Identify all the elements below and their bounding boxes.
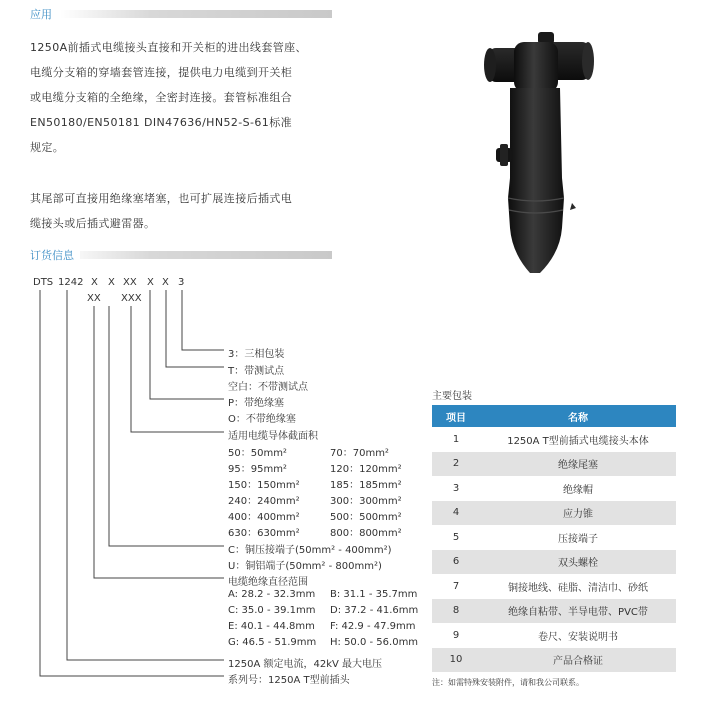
- text-line: EN50180/EN50181 DIN47636/HN52-S-61标准: [30, 116, 293, 129]
- item-name: 压接端子: [558, 533, 598, 545]
- cross-section-item: 50：50mm²: [228, 448, 287, 459]
- code-subpart: XX: [87, 293, 101, 304]
- cross-section-item: 800：800mm²: [330, 528, 402, 539]
- text-line: 电缆分支箱的穿墙套管连接，提供电力电缆到开关柜: [30, 66, 293, 79]
- item-number: 1: [452, 433, 460, 445]
- parts-note: 注：如需特殊安装附件，请和我公司联系。: [432, 678, 584, 687]
- cross-section-item: 120：120mm²: [330, 464, 402, 475]
- item-name: 应力锥: [480, 501, 676, 526]
- item-number: 2: [432, 452, 480, 477]
- item-name: 绝缘帽: [563, 484, 593, 496]
- code-part: X: [162, 277, 169, 288]
- table-row: [432, 623, 676, 648]
- item-number: 5: [452, 531, 460, 543]
- item-name: 铜接地线、硅脂、清洁巾、砂纸: [508, 582, 648, 594]
- table-row: [432, 550, 676, 575]
- section-title-application: 应用: [30, 6, 58, 22]
- cross-section-item: 500：500mm²: [330, 512, 402, 523]
- table-row: [432, 574, 676, 599]
- table-row: [432, 648, 676, 673]
- cross-section-item: 630：630mm²: [228, 528, 300, 539]
- section-title-ordering: 订货信息: [30, 247, 80, 263]
- cross-section-item: 240：240mm²: [228, 496, 300, 507]
- diameter-item: C: 35.0 - 39.1mm: [228, 605, 316, 616]
- code-part: 1242: [58, 277, 84, 288]
- text-line: 或电缆分支箱的全绝缘，全密封连接。套管标准组合: [30, 91, 293, 104]
- legend-diameter-title: 电缆绝缘直径范围: [228, 577, 308, 588]
- legend-package: 3：三相包装: [228, 349, 285, 360]
- code-subpart: XXX: [121, 293, 142, 304]
- code-part: 3: [178, 277, 185, 288]
- legend-cross-section-title: 适用电缆导体截面积: [228, 431, 318, 442]
- item-number: 4: [432, 501, 480, 526]
- column-header-name: 名称: [480, 405, 676, 427]
- item-number: 7: [452, 580, 460, 592]
- text-line: 规定。: [30, 141, 65, 154]
- diameter-item: G: 46.5 - 51.9mm: [228, 637, 317, 648]
- table-row: [432, 525, 676, 550]
- code-part: DTS: [33, 277, 54, 288]
- t-connector-product-image: [480, 28, 595, 278]
- item-name: 绝缘尾塞: [480, 452, 676, 477]
- legend-no-test-point: 空白：不带测试点: [228, 382, 308, 393]
- table-row: [432, 427, 676, 452]
- legend-series: 系列号：1250A T型前插头: [228, 675, 350, 686]
- item-name: 绝缘自粘带、半导电带、PVC带: [480, 599, 676, 624]
- diameter-item: H: 50.0 - 56.0mm: [330, 637, 419, 648]
- code-part: XX: [123, 277, 137, 288]
- item-name: 双头螺栓: [480, 550, 676, 575]
- table-row: [432, 452, 676, 477]
- code-part: X: [91, 277, 98, 288]
- diameter-item: A: 28.2 - 32.3mm: [228, 589, 316, 600]
- legend-test-point: T：带测试点: [228, 366, 285, 377]
- cross-section-item: 185：185mm²: [330, 480, 402, 491]
- table-row: [432, 501, 676, 526]
- cross-section-item: 300：300mm²: [330, 496, 402, 507]
- diameter-item: B: 31.1 - 35.7mm: [330, 589, 418, 600]
- text-line: 1250A前插式电缆接头直接和开关柜的进出线套管座、: [30, 41, 307, 54]
- item-number: 3: [452, 482, 460, 494]
- text-line: 其尾部可直接用绝缘塞堵塞，也可扩展连接后插式电: [30, 192, 293, 205]
- legend-lug-copper: C：铜压接端子(50mm² - 400mm²): [228, 545, 392, 556]
- text-line: 缆接头或后插式避雷器。: [30, 217, 156, 230]
- item-name: 产品合格证: [480, 648, 676, 673]
- diameter-item: E: 40.1 - 44.8mm: [228, 621, 315, 632]
- parts-table: [432, 405, 676, 672]
- cross-section-item: 70：70mm²: [330, 448, 389, 459]
- code-part: X: [108, 277, 115, 288]
- cross-section-item: 150：150mm²: [228, 480, 300, 491]
- legend-rating: 1250A 额定电流，42kV 最大电压: [228, 659, 383, 670]
- column-header-item: 项目: [432, 405, 480, 427]
- item-name: 1250A T型前插式电缆接头本体: [507, 435, 649, 447]
- parts-title: 主要包装: [432, 391, 472, 402]
- table-row: [432, 599, 676, 624]
- legend-lug-cu-al: U：铜铝端子(50mm² - 800mm²): [228, 561, 382, 572]
- diameter-item: F: 42.9 - 47.9mm: [330, 621, 416, 632]
- item-number: 10: [432, 648, 480, 673]
- table-row: [432, 476, 676, 501]
- code-part: X: [147, 277, 154, 288]
- item-number: 9: [452, 629, 460, 641]
- item-number: 6: [432, 550, 480, 575]
- cross-section-item: 400：400mm²: [228, 512, 300, 523]
- cross-section-item: 95：95mm²: [228, 464, 287, 475]
- table-header-row: [432, 405, 676, 427]
- item-name: 卷尺、安装说明书: [538, 631, 618, 643]
- legend-no-plug: O：不带绝缘塞: [228, 414, 296, 425]
- legend-plug: P：带绝缘塞: [228, 398, 285, 409]
- diameter-item: D: 37.2 - 41.6mm: [330, 605, 419, 616]
- item-number: 8: [432, 599, 480, 624]
